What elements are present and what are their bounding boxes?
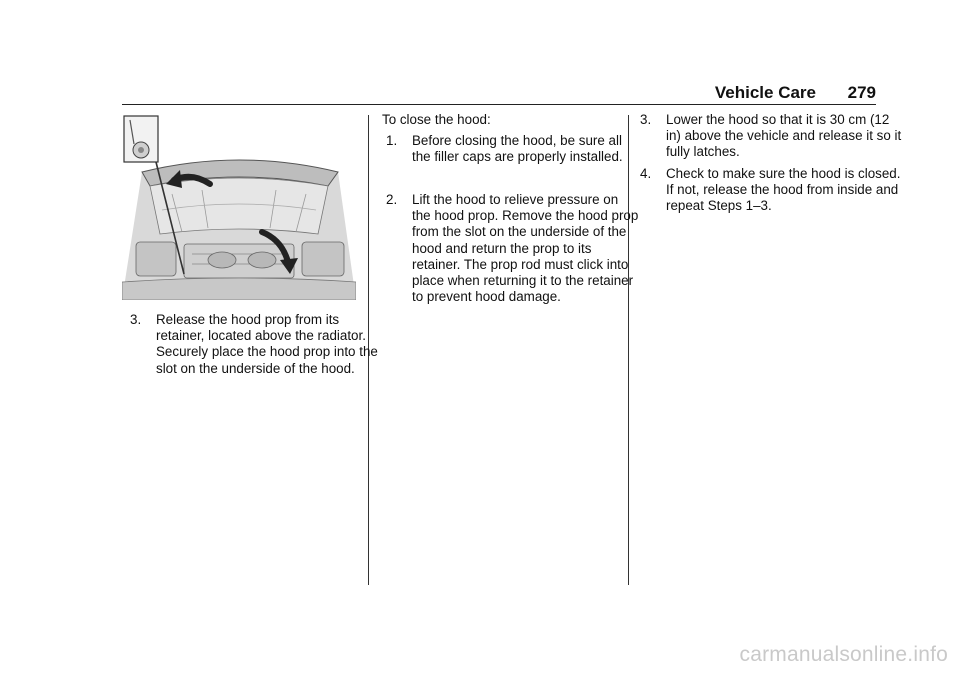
page-number: 279 (847, 83, 876, 102)
step-number: 3. (130, 312, 142, 327)
col2-step-1 (386, 133, 640, 165)
page-header (122, 82, 876, 105)
close-hood-intro: To close the hood: (382, 112, 491, 127)
hood-prop-illustration (122, 114, 356, 300)
step-text: Before closing the hood, be sure all the filler caps are properly installed. (412, 133, 623, 165)
step-text: Lower the hood so that it is 30 cm (12 in) above the vehicle and release it so it fully latches. (666, 112, 902, 160)
col1-step-3 (130, 312, 390, 377)
step-number: 1. (386, 133, 398, 148)
col2-step-2 (386, 192, 640, 305)
step-number: 4. (640, 166, 652, 181)
col3-step-4 (640, 166, 904, 215)
step-number: 2. (386, 192, 398, 207)
watermark: carmanualsonline.info (739, 643, 948, 666)
col3-step-3 (640, 112, 904, 161)
step-text: Check to make sure the hood is closed. If not, release the hood from inside and repeat Steps 1–3. (666, 166, 901, 214)
section-title: Vehicle Care (714, 83, 816, 102)
step-text: Lift the hood to relieve pressure on the hood prop. Remove the hood prop from the slot on the underside of the hood and return the prop to its retainer. The prop rod must click into place when returning it to the retainer to prevent hood damage. (412, 192, 639, 305)
column-divider (628, 115, 629, 585)
step-number: 3. (640, 112, 652, 127)
step-text: Release the hood prop from its retainer, located above the radiator. Securely place the hood prop into the slot on the underside of the hood. (156, 312, 378, 376)
